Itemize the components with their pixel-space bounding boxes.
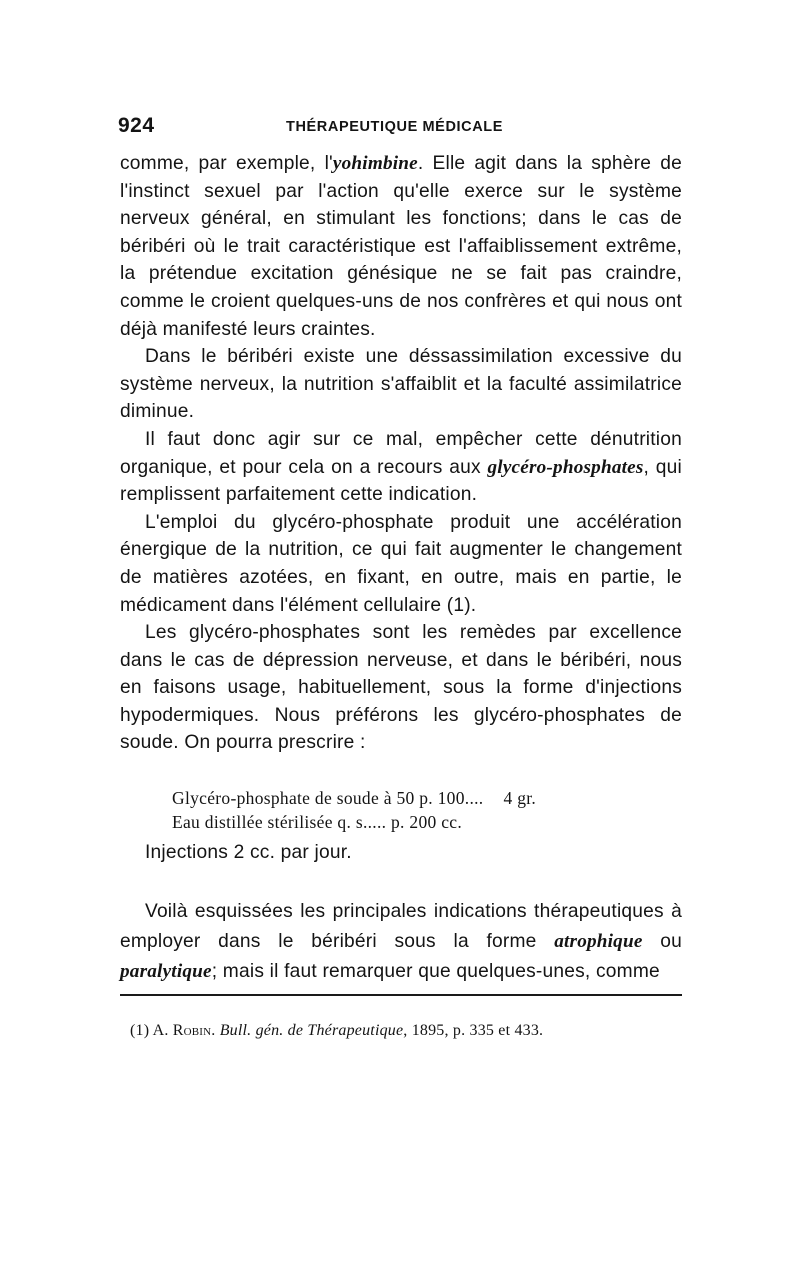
formula-line-1-text: Glycéro-phosphate de soude à 50 p. 100.... — [172, 788, 484, 808]
footnote-reference: , 1895, p. 335 et 433. — [403, 1022, 544, 1039]
page-number: 924 — [118, 114, 155, 137]
prescription-formula — [172, 786, 672, 834]
paragraph-1 — [120, 150, 682, 343]
footnote-journal: Bull. gén. de Thérapeutique — [219, 1022, 404, 1039]
paragraph-6 — [120, 897, 682, 987]
injections-line: Injections 2 cc. par jour. — [145, 842, 352, 863]
paragraph-1-text-b: . Elle agit dans la sphère de l'instinct sexuel par l'action qu'elle exerce sur le système nerveux général, en stimulant les fonctions; dans le cas de béribéri où le trait caractéristique est l'affaiblissement extrême, la prétendue excitation génésique ne se fait pas craindre, comme le croient quelques-uns de nos confrères et qui nous ont déjà manifesté leurs craintes. — [120, 153, 682, 340]
paragraph-2: Dans le béribéri existe une déssassimilation excessive du système nerveux, la nutrition s'affaiblit et la faculté assimilatrice diminue. — [120, 346, 682, 423]
paragraph-6-italic-2: paralytique — [120, 961, 212, 983]
body-text — [120, 150, 682, 757]
paragraph-1-italic: yohimbine — [332, 153, 418, 174]
paragraph-6-text-c: ; mais il faut remarquer que quelques-unes, comme — [211, 961, 660, 983]
paragraph-6-text-a: Voilà esquissées les principales indications thérapeutiques à employer dans le béribéri sous la forme — [120, 901, 682, 953]
page-header — [118, 114, 682, 144]
paragraph-4: L'emploi du glycéro-phosphate produit une accélération énergique de la nutrition, ce qui fait augmenter le changement de matières azotées, en fixant, en outre, mais en partie, le médicament dans l'élément cellulaire (1). — [120, 511, 682, 616]
running-head: THÉRAPEUTIQUE MÉDICALE — [286, 119, 504, 135]
paragraph-6-text-b: ou — [642, 931, 682, 953]
footnote-author: Robin — [172, 1022, 212, 1039]
footnote-marker: (1) A. — [130, 1022, 173, 1039]
paragraph-3-italic: glycéro-phosphates — [487, 456, 644, 478]
formula-line-1 — [172, 786, 672, 810]
paragraph-1-text-a: comme, par exemple, l' — [120, 153, 333, 174]
footnote — [130, 1022, 682, 1040]
paragraph-3 — [120, 426, 682, 509]
formula-line-1-quantity: 4 gr. — [503, 788, 537, 808]
paragraph-5: Les glycéro-phosphates sont les remèdes par excellence dans le cas de dépression nerveuse, et dans le béribéri, nous en faisons usage, habituellement, sous la forme d'injections hypodermiques. Nous préférons les glycéro-phosphates de soude. On pourra prescrire : — [120, 622, 682, 754]
paragraph-3-text-a: Il faut donc agir sur ce mal, empêcher cette dénutrition organique, et pour cela on a recours aux — [120, 428, 682, 478]
footnote-separator: . — [211, 1022, 220, 1039]
formula-line-2: Eau distillée stérilisée q. s..... p. 200 cc. — [172, 812, 463, 832]
paragraph-6-italic-1: atrophique — [554, 931, 643, 953]
footnote-rule — [120, 994, 682, 996]
paragraph-3-text-b: , qui remplissent parfaitement cette indication. — [120, 456, 682, 506]
